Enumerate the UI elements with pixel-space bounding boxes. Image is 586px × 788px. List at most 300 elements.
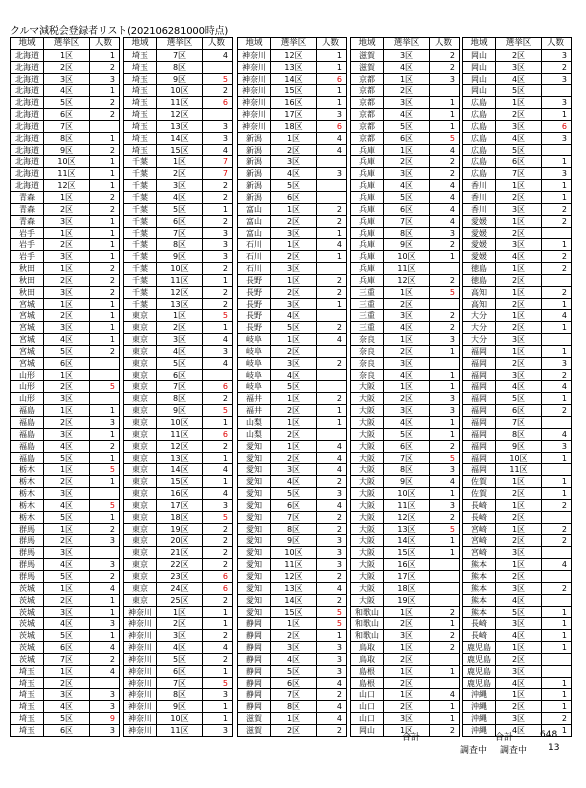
- region-cell: 岐阜: [238, 381, 271, 392]
- table-row: [124, 168, 232, 180]
- region-cell: 山口: [351, 701, 384, 712]
- table-row: [238, 381, 346, 393]
- count-cell: 2: [561, 287, 567, 297]
- count-cell: 1: [109, 216, 115, 226]
- table-row: [463, 713, 571, 725]
- district-cell: 2区: [496, 275, 542, 286]
- table-row: [463, 358, 571, 370]
- region-cell: 埼玉: [11, 689, 44, 700]
- region-cell: 大阪: [351, 595, 384, 606]
- district-cell: 7区: [496, 168, 542, 179]
- district-cell: 4区: [384, 62, 430, 73]
- region-cell: 福岡: [463, 393, 496, 404]
- region-cell: 福島: [11, 417, 44, 428]
- region-cell: 島根: [351, 666, 384, 677]
- table-row: [463, 559, 571, 571]
- table-row: [351, 607, 459, 619]
- count-cell: 3: [561, 98, 567, 108]
- region-cell: 長崎: [463, 618, 496, 629]
- district-cell: 10区: [157, 263, 203, 274]
- count-cell: 4: [109, 643, 115, 653]
- region-cell: 青森: [11, 192, 44, 203]
- table-row: [124, 370, 232, 382]
- district-cell: 3区: [384, 50, 430, 61]
- table-row: [11, 500, 119, 512]
- table-row: [124, 133, 232, 145]
- region-cell: 鹿児島: [463, 642, 496, 653]
- region-cell: 北海道: [11, 74, 44, 85]
- table-row: [238, 701, 346, 713]
- district-cell: 19区: [157, 524, 203, 535]
- region-cell: 京都: [351, 109, 384, 120]
- count-cell: [317, 156, 344, 167]
- district-cell: 9区: [157, 405, 203, 416]
- table-row: [11, 310, 119, 322]
- count-cell: 1: [561, 110, 567, 120]
- table-row: [238, 216, 346, 228]
- region-cell: 兵庫: [351, 251, 384, 262]
- district-cell: 14区: [157, 133, 203, 144]
- district-cell: 4区: [271, 370, 317, 381]
- table-row: [238, 180, 346, 192]
- table-block-4: [350, 37, 460, 737]
- region-cell: 東京: [124, 322, 157, 333]
- count-cell: [542, 571, 569, 582]
- table-row: [11, 346, 119, 358]
- region-cell: 岡山: [463, 74, 496, 85]
- count-cell: 5: [449, 287, 455, 297]
- district-cell: 5区: [157, 654, 203, 665]
- district-cell: 1区: [271, 204, 317, 215]
- count-cell: 3: [222, 133, 228, 143]
- region-cell: 群馬: [11, 524, 44, 535]
- district-cell: 1区: [271, 275, 317, 286]
- region-cell: 静岡: [238, 618, 271, 629]
- district-cell: 19区: [384, 595, 430, 606]
- count-cell: 1: [336, 406, 342, 416]
- table-row: [351, 50, 459, 62]
- district-cell: 1区: [44, 50, 90, 61]
- region-cell: 北海道: [11, 109, 44, 120]
- region-cell: 千葉: [124, 180, 157, 191]
- district-cell: 15区: [271, 85, 317, 96]
- total-label-2: 合計: [495, 733, 514, 743]
- region-cell: 滋賀: [238, 713, 271, 724]
- count-cell: 1: [222, 204, 228, 214]
- region-cell: 大阪: [351, 547, 384, 558]
- count-cell: 2: [336, 394, 342, 404]
- table-row: [238, 678, 346, 690]
- table-row: [124, 488, 232, 500]
- district-cell: 1区: [496, 689, 542, 700]
- header-row: [463, 38, 571, 50]
- table-row: [238, 393, 346, 405]
- region-cell: 北海道: [11, 121, 44, 132]
- region-cell: 石川: [238, 251, 271, 262]
- district-cell: 4区: [157, 346, 203, 357]
- table-row: [124, 287, 232, 299]
- region-cell: 北海道: [11, 97, 44, 108]
- count-cell: [542, 595, 569, 606]
- count-cell: 2: [336, 571, 342, 581]
- table-row: [463, 310, 571, 322]
- region-cell: 佐賀: [463, 476, 496, 487]
- table-row: [124, 239, 232, 251]
- district-cell: 4区: [496, 133, 542, 144]
- count-cell: 1: [449, 110, 455, 120]
- table-row: [463, 571, 571, 583]
- district-cell: 6区: [157, 666, 203, 677]
- district-cell: 4区: [384, 417, 430, 428]
- region-cell: 富山: [238, 228, 271, 239]
- region-cell: 静岡: [238, 689, 271, 700]
- district-cell: 3区: [496, 666, 542, 677]
- count-cell: 5: [222, 512, 228, 522]
- region-cell: 神奈川: [124, 678, 157, 689]
- count-cell: [90, 678, 117, 689]
- count-cell: 4: [222, 50, 228, 60]
- district-cell: 2区: [44, 62, 90, 73]
- district-cell: 4区: [384, 109, 430, 120]
- district-cell: 1区: [384, 666, 430, 677]
- region-cell: 栃木: [11, 500, 44, 511]
- table-row: [463, 381, 571, 393]
- table-row: [351, 216, 459, 228]
- table-row: [463, 595, 571, 607]
- table-row: [124, 571, 232, 583]
- count-cell: [430, 85, 457, 96]
- region-cell: 大阪: [351, 405, 384, 416]
- region-cell: 山形: [11, 370, 44, 381]
- region-cell: 愛媛: [463, 251, 496, 262]
- region-cell: 福井: [238, 393, 271, 404]
- district-cell: 4区: [271, 476, 317, 487]
- region-cell: 北海道: [11, 133, 44, 144]
- district-cell: 9区: [384, 476, 430, 487]
- region-cell: 千葉: [124, 216, 157, 227]
- district-cell: 10区: [157, 85, 203, 96]
- count-cell: 3: [449, 74, 455, 84]
- region-cell: 神奈川: [124, 713, 157, 724]
- table-row: [463, 121, 571, 133]
- district-cell: 2区: [44, 381, 90, 392]
- district-cell: 1区: [496, 642, 542, 653]
- table-row: [124, 62, 232, 74]
- region-cell: 宮崎: [463, 524, 496, 535]
- region-cell: 広島: [463, 97, 496, 108]
- count-cell: 4: [222, 643, 228, 653]
- header-count: 人数: [546, 38, 564, 48]
- page-title: クルマ減税会登録者リスト(202106281000時点): [10, 26, 229, 37]
- region-cell: 群馬: [11, 547, 44, 558]
- table-row: [124, 583, 232, 595]
- region-cell: 兵庫: [351, 204, 384, 215]
- region-cell: 福岡: [463, 346, 496, 357]
- count-cell: 3: [109, 619, 115, 629]
- count-cell: 1: [109, 311, 115, 321]
- count-cell: 2: [109, 441, 115, 451]
- region-cell: 静岡: [238, 630, 271, 641]
- region-cell: 東京: [124, 488, 157, 499]
- region-cell: 岡山: [463, 50, 496, 61]
- table-row: [351, 654, 459, 666]
- district-cell: 4区: [496, 630, 542, 641]
- table-row: [238, 583, 346, 595]
- district-cell: 2区: [384, 393, 430, 404]
- district-cell: 2区: [44, 310, 90, 321]
- district-cell: 4区: [271, 654, 317, 665]
- region-cell: 大阪: [351, 512, 384, 523]
- table-row: [11, 228, 119, 240]
- count-cell: 1: [449, 382, 455, 392]
- count-cell: 2: [561, 524, 567, 534]
- district-cell: 9区: [157, 251, 203, 262]
- count-cell: 2: [449, 441, 455, 451]
- region-cell: 神奈川: [124, 618, 157, 629]
- count-cell: 1: [109, 477, 115, 487]
- district-cell: 12区: [157, 441, 203, 452]
- region-cell: 茨城: [11, 618, 44, 629]
- region-cell: 宮城: [11, 310, 44, 321]
- count-cell: [430, 571, 457, 582]
- count-cell: 1: [222, 666, 228, 676]
- header-row: [238, 38, 346, 50]
- region-cell: 石川: [238, 239, 271, 250]
- region-cell: 鹿児島: [463, 666, 496, 677]
- table-row: [463, 678, 571, 690]
- region-cell: 新潟: [238, 133, 271, 144]
- district-cell: 3区: [496, 713, 542, 724]
- count-cell: 2: [561, 62, 567, 72]
- region-cell: 岡山: [463, 85, 496, 96]
- region-cell: 群馬: [11, 535, 44, 546]
- table-row: [238, 133, 346, 145]
- region-cell: 福岡: [463, 417, 496, 428]
- region-cell: 大阪: [351, 393, 384, 404]
- count-cell: 2: [222, 299, 228, 309]
- table-row: [351, 228, 459, 240]
- district-cell: 12区: [44, 180, 90, 191]
- district-cell: 2区: [44, 275, 90, 286]
- region-cell: 新潟: [238, 192, 271, 203]
- table-row: [463, 524, 571, 536]
- region-cell: 青森: [11, 204, 44, 215]
- district-cell: 7区: [44, 121, 90, 132]
- district-cell: 22区: [157, 559, 203, 570]
- region-cell: 埼玉: [11, 678, 44, 689]
- count-cell: 2: [449, 607, 455, 617]
- count-cell: 4: [336, 702, 342, 712]
- district-cell: 5区: [44, 453, 90, 464]
- table-row: [351, 204, 459, 216]
- region-cell: 埼玉: [11, 713, 44, 724]
- table-row: [11, 263, 119, 275]
- count-cell: 3: [222, 346, 228, 356]
- district-cell: 2区: [496, 109, 542, 120]
- region-cell: 和歌山: [351, 607, 384, 618]
- district-cell: 15区: [157, 145, 203, 156]
- district-cell: 11区: [271, 559, 317, 570]
- count-cell: 1: [561, 240, 567, 250]
- count-cell: 1: [336, 299, 342, 309]
- district-cell: 1区: [271, 618, 317, 629]
- count-cell: 2: [109, 264, 115, 274]
- district-cell: 2区: [384, 85, 430, 96]
- district-cell: 7区: [384, 453, 430, 464]
- district-cell: 11区: [157, 429, 203, 440]
- header-district: 選挙区: [157, 38, 203, 49]
- count-cell: 1: [561, 453, 567, 463]
- table-row: [351, 689, 459, 701]
- region-cell: 神奈川: [124, 666, 157, 677]
- region-cell: 東京: [124, 310, 157, 321]
- count-cell: 2: [336, 323, 342, 333]
- count-cell: 3: [222, 240, 228, 250]
- district-cell: 1区: [496, 287, 542, 298]
- district-cell: 7区: [384, 216, 430, 227]
- district-cell: 3区: [271, 642, 317, 653]
- count-cell: 1: [449, 121, 455, 131]
- count-cell: 4: [336, 500, 342, 510]
- region-cell: 徳島: [463, 263, 496, 274]
- region-cell: 大阪: [351, 464, 384, 475]
- count-cell: 4: [336, 678, 342, 688]
- count-cell: [542, 666, 569, 677]
- region-cell: 宮城: [11, 346, 44, 357]
- table-row: [124, 666, 232, 678]
- district-cell: 14区: [271, 74, 317, 85]
- district-cell: 7区: [496, 417, 542, 428]
- region-cell: 神奈川: [238, 50, 271, 61]
- count-cell: 1: [561, 157, 567, 167]
- region-cell: 愛知: [238, 464, 271, 475]
- region-cell: 神奈川: [238, 62, 271, 73]
- district-cell: 2区: [157, 322, 203, 333]
- count-cell: 1: [109, 595, 115, 605]
- district-cell: 9区: [271, 535, 317, 546]
- count-cell: 1: [109, 228, 115, 238]
- district-cell: 8区: [271, 701, 317, 712]
- region-cell: 滋賀: [351, 62, 384, 73]
- region-cell: 山梨: [238, 429, 271, 440]
- count-cell: 4: [336, 465, 342, 475]
- region-cell: 岩手: [11, 251, 44, 262]
- region-cell: 岡山: [463, 62, 496, 73]
- table-row: [124, 453, 232, 465]
- table-row: [351, 97, 459, 109]
- region-cell: 千葉: [124, 251, 157, 262]
- count-cell: 2: [449, 512, 455, 522]
- district-cell: 2区: [44, 476, 90, 487]
- count-cell: 1: [449, 489, 455, 499]
- district-cell: 3区: [496, 547, 542, 558]
- region-cell: 大阪: [351, 488, 384, 499]
- table-row: [11, 713, 119, 725]
- count-cell: 4: [449, 192, 455, 202]
- count-cell: 1: [561, 181, 567, 191]
- region-cell: 埼玉: [124, 85, 157, 96]
- table-row: [351, 713, 459, 725]
- district-cell: 5区: [384, 192, 430, 203]
- district-cell: 5区: [496, 85, 542, 96]
- count-cell: 2: [336, 595, 342, 605]
- count-cell: 4: [336, 714, 342, 724]
- district-cell: 2区: [496, 358, 542, 369]
- table-row: [11, 524, 119, 536]
- count-cell: 5: [449, 453, 455, 463]
- district-cell: 1区: [157, 607, 203, 618]
- table-row: [238, 109, 346, 121]
- region-cell: 兵庫: [351, 228, 384, 239]
- district-cell: 1区: [44, 263, 90, 274]
- table-row: [238, 287, 346, 299]
- table-row: [463, 701, 571, 713]
- table-row: [351, 500, 459, 512]
- district-cell: 6区: [157, 370, 203, 381]
- table-row: [124, 618, 232, 630]
- count-cell: 4: [109, 666, 115, 676]
- count-cell: 2: [222, 560, 228, 570]
- region-cell: 千葉: [124, 168, 157, 179]
- count-cell: 2: [222, 631, 228, 641]
- table-row: [11, 358, 119, 370]
- region-cell: 長崎: [463, 512, 496, 523]
- district-cell: 7区: [157, 50, 203, 61]
- count-cell: 4: [336, 240, 342, 250]
- table-row: [11, 547, 119, 559]
- region-cell: 群馬: [11, 559, 44, 570]
- region-cell: 兵庫: [351, 275, 384, 286]
- table-row: [463, 583, 571, 595]
- count-cell: 1: [561, 607, 567, 617]
- district-cell: 1区: [44, 583, 90, 594]
- table-row: [463, 689, 571, 701]
- table-row: [463, 630, 571, 642]
- table-row: [238, 595, 346, 607]
- table-row: [238, 370, 346, 382]
- region-cell: 沖縄: [463, 689, 496, 700]
- count-cell: 4: [222, 145, 228, 155]
- count-cell: 2: [109, 192, 115, 202]
- region-cell: 福岡: [463, 405, 496, 416]
- district-cell: 6区: [496, 156, 542, 167]
- region-cell: 岐阜: [238, 370, 271, 381]
- count-cell: [317, 192, 344, 203]
- table-row: [238, 654, 346, 666]
- region-cell: 京都: [351, 74, 384, 85]
- header-district: 選挙区: [384, 38, 430, 49]
- table-row: [351, 464, 459, 476]
- table-row: [238, 547, 346, 559]
- region-cell: 富山: [238, 216, 271, 227]
- district-cell: 12区: [157, 287, 203, 298]
- region-cell: 静岡: [238, 642, 271, 653]
- district-cell: 2区: [271, 346, 317, 357]
- region-cell: 埼玉: [11, 725, 44, 736]
- count-cell: [430, 299, 457, 310]
- table-row: [11, 85, 119, 97]
- district-cell: 3区: [384, 168, 430, 179]
- table-row: [124, 713, 232, 725]
- count-cell: [430, 559, 457, 570]
- count-cell: 1: [561, 346, 567, 356]
- table-row: [238, 85, 346, 97]
- table-row: [238, 322, 346, 334]
- count-cell: [542, 512, 569, 523]
- region-cell: 福岡: [463, 370, 496, 381]
- count-cell: [430, 583, 457, 594]
- district-cell: 2区: [44, 417, 90, 428]
